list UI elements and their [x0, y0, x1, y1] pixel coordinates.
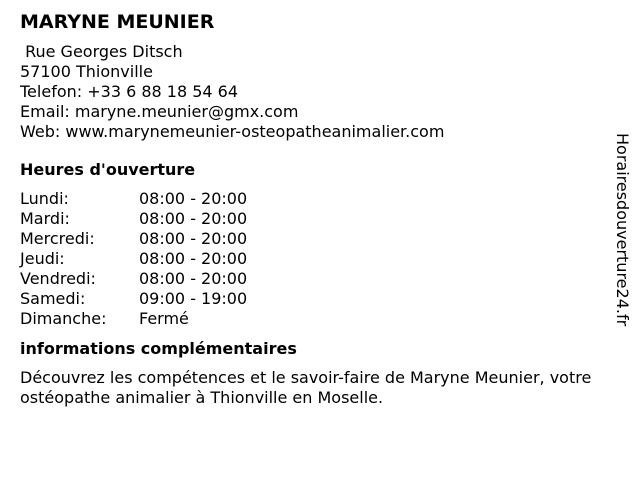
business-name: MARYNE MEUNIER	[20, 11, 215, 33]
day-hours: 08:00 - 20:00	[139, 229, 248, 248]
hours-row	[20, 209, 247, 229]
opening-hours-heading: Heures d'ouverture	[20, 160, 196, 179]
day-label: Dimanche:	[20, 309, 107, 328]
day-hours: 08:00 - 20:00	[139, 269, 248, 288]
day-label: Jeudi:	[20, 249, 65, 268]
additional-info-text: Découvrez les compétences et le savoir-faire de Maryne Meunier, votre ostéopathe animalier à Thionville en Moselle.	[20, 368, 592, 407]
hours-row	[20, 189, 247, 209]
opening-hours-table	[20, 189, 247, 329]
day-label: Mercredi:	[20, 229, 95, 248]
address-street: Rue Georges Ditsch	[20, 42, 183, 61]
business-card	[20, 10, 605, 408]
site-watermark: Horairesdouverture24.fr	[613, 133, 632, 327]
email-line[interactable]: Email: maryne.meunier@gmx.com	[20, 102, 299, 121]
day-hours: Fermé	[139, 309, 189, 328]
phone-line[interactable]: Telefon: +33 6 88 18 54 64	[20, 82, 239, 101]
day-hours: 08:00 - 20:00	[139, 249, 248, 268]
hours-row	[20, 309, 247, 329]
day-hours: 09:00 - 19:00	[139, 289, 248, 308]
hours-row	[20, 249, 247, 269]
day-label: Samedi:	[20, 289, 86, 308]
hours-row	[20, 289, 247, 309]
address-city: 57100 Thionville	[20, 62, 153, 81]
contact-block	[20, 42, 605, 142]
day-hours: 08:00 - 20:00	[139, 189, 248, 208]
additional-info-heading: informations complémentaires	[20, 339, 297, 358]
day-label: Vendredi:	[20, 269, 96, 288]
hours-row	[20, 269, 247, 289]
day-label: Lundi:	[20, 189, 69, 208]
hours-row	[20, 229, 247, 249]
day-label: Mardi:	[20, 209, 70, 228]
website-line[interactable]: Web: www.marynemeunier-osteopatheanimalier.com	[20, 122, 445, 141]
day-hours: 08:00 - 20:00	[139, 209, 248, 228]
